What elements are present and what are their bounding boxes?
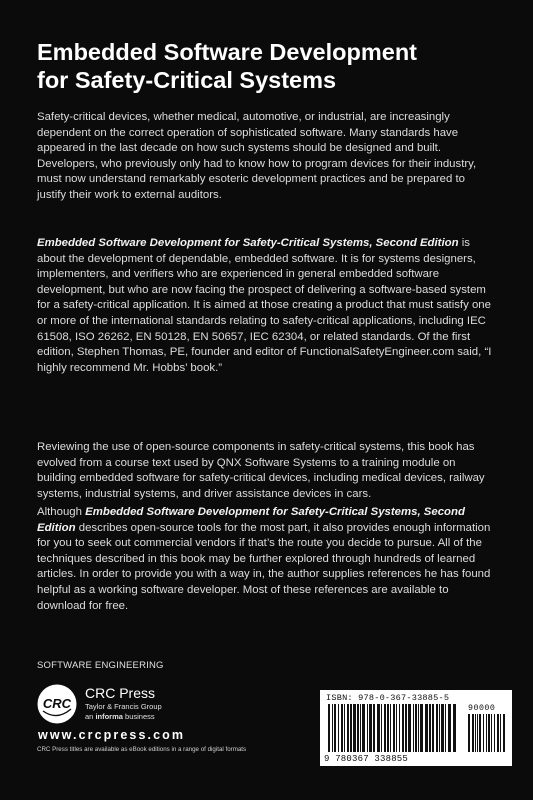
- barcode-bar: [396, 704, 397, 752]
- subject-category: SOFTWARE ENGINEERING: [37, 660, 164, 671]
- barcode-bar: [350, 704, 352, 752]
- addon-bar: [472, 714, 474, 752]
- publisher-name: CRC Press: [85, 685, 156, 701]
- description-paragraph-2: [37, 236, 497, 376]
- title-line-1: Embedded Software Development: [37, 39, 417, 65]
- title-line-2: for Safety-Critical Systems: [37, 67, 337, 93]
- business-strong: informa: [95, 711, 123, 721]
- barcode-bar: [341, 704, 343, 752]
- paragraph-2-text: is about the development of dependable, embedded software. It is for systems designers, implementers, and verifiers who are experienced in general embedded software development, but who are now facing the prospect of delivering a software-based system for a safety-critical application. It is aimed at those creating a product that must satisfy one or more of the international standards relating to safety-critical applications, including IEC 61508, ISO 26262, EN 50128, EN 50657, IEC 62304, or related standards. Of the first edition, Stephen Thomas, PE, founder and editor of FunctionalSafetyEngineer.com said, “I highly recommend Mr. Hobbs’ book.”: [37, 237, 492, 374]
- addon-bar: [497, 714, 499, 752]
- barcode-bar: [441, 704, 444, 752]
- barcode-bar: [402, 704, 404, 752]
- publisher-group: Taylor & Francis Group: [85, 702, 162, 711]
- ebook-note: CRC Press titles are available as eBook editions in a range of digital formats: [37, 746, 247, 753]
- crc-logo-icon: [37, 684, 77, 724]
- barcode-bar: [344, 704, 345, 752]
- barcode-bar: [332, 704, 333, 752]
- barcode-bar: [429, 704, 431, 752]
- barcode-bar: [338, 704, 339, 752]
- barcode-bar: [390, 704, 391, 752]
- addon-bar: [488, 714, 490, 752]
- barcode-bar: [408, 704, 411, 752]
- business-suffix: business: [122, 711, 155, 721]
- business-prefix: an: [85, 711, 96, 721]
- description-paragraph-4: [37, 505, 497, 614]
- barcode-bar: [413, 704, 414, 752]
- barcode-bar: [384, 704, 386, 752]
- barcode-bar: [381, 704, 382, 752]
- barcode-bar: [367, 704, 368, 752]
- addon-bar: [500, 714, 501, 752]
- addon-bar: [479, 714, 481, 752]
- addon-bar: [503, 714, 505, 752]
- barcode-bar: [377, 704, 380, 752]
- barcode-bar: [453, 704, 456, 752]
- publisher-block: [85, 686, 162, 720]
- barcode-bar: [360, 704, 361, 752]
- crc-logo-text: CRC: [42, 696, 72, 711]
- barcode-bar: [439, 704, 440, 752]
- isbn-text: ISBN: 978-0-367-33885-5: [326, 693, 450, 703]
- barcode-bar: [399, 704, 400, 752]
- barcode-bar: [405, 704, 407, 752]
- barcode-bar: [415, 704, 417, 752]
- barcode-bar: [432, 704, 434, 752]
- barcode-bar: [347, 704, 349, 752]
- addon-code: 90000: [468, 704, 496, 713]
- isbn-barcode: [320, 690, 512, 766]
- barcode-bar: [436, 704, 438, 752]
- barcode-bar: [418, 704, 419, 752]
- book-title-emphasis-2: Embedded Software Development for Safety-Critical Systems, Second Edition: [37, 506, 465, 534]
- barcode-bar: [445, 704, 446, 752]
- publisher-url: www.crcpress.com: [38, 728, 186, 742]
- addon-bar: [486, 714, 487, 752]
- barcode-bar: [387, 704, 389, 752]
- barcode-bar: [328, 704, 330, 752]
- paragraph-4-lead: Although: [37, 506, 86, 518]
- addon-bar: [491, 714, 492, 752]
- barcode-bar: [369, 704, 372, 752]
- barcode-bar: [362, 704, 365, 752]
- barcode-bar: [373, 704, 375, 752]
- description-paragraph-1: Safety-critical devices, whether medical, automotive, or industrial, are increasingly dependent on the correct operation of sophisticated software. Many standards have appeared in the last decade on how such systems should be designed and built. Developers, who previously only had to know how to program devices for their industry, must now understand remarkably esoteric development practices and be prepared to justify their work to external auditors.: [37, 111, 477, 201]
- barcode-bar: [420, 704, 423, 752]
- publisher-business: [85, 713, 162, 721]
- book-title: [37, 38, 507, 94]
- addon-bar: [477, 714, 478, 752]
- addon-bar: [468, 714, 470, 752]
- book-title-emphasis: Embedded Software Development for Safety-Critical Systems, Second Edition: [37, 237, 459, 249]
- addon-bar: [494, 714, 495, 752]
- paragraph-4-text: describes open-source tools for the most part, it also provides enough information for you to seek out commercial vendors if that’s the route you decide to pursue. All of the techniques described in this book may be further explored through hundreds of learned articles. In order to provide you with a way in, the author supplies references he has found helpful as a working software developer. Most of these references are available to download for free.: [37, 521, 491, 612]
- ean-digits: 9 780367 338855: [324, 754, 409, 764]
- barcode-bar: [448, 704, 451, 752]
- description-paragraph-3: Reviewing the use of open-source components in safety-critical systems, this book has evolved from a course text used by QNX Software Systems to a training module on building embedded software for safety-critical devices, including medical devices, railway systems, industrial systems, and driver assistance devices in cars.: [37, 441, 485, 500]
- barcode-bar: [425, 704, 428, 752]
- addon-bar: [475, 714, 476, 752]
- barcode-bar: [393, 704, 395, 752]
- barcode-bar: [353, 704, 356, 752]
- barcode-bar: [334, 704, 336, 752]
- addon-bar: [483, 714, 484, 752]
- barcode-bar: [357, 704, 359, 752]
